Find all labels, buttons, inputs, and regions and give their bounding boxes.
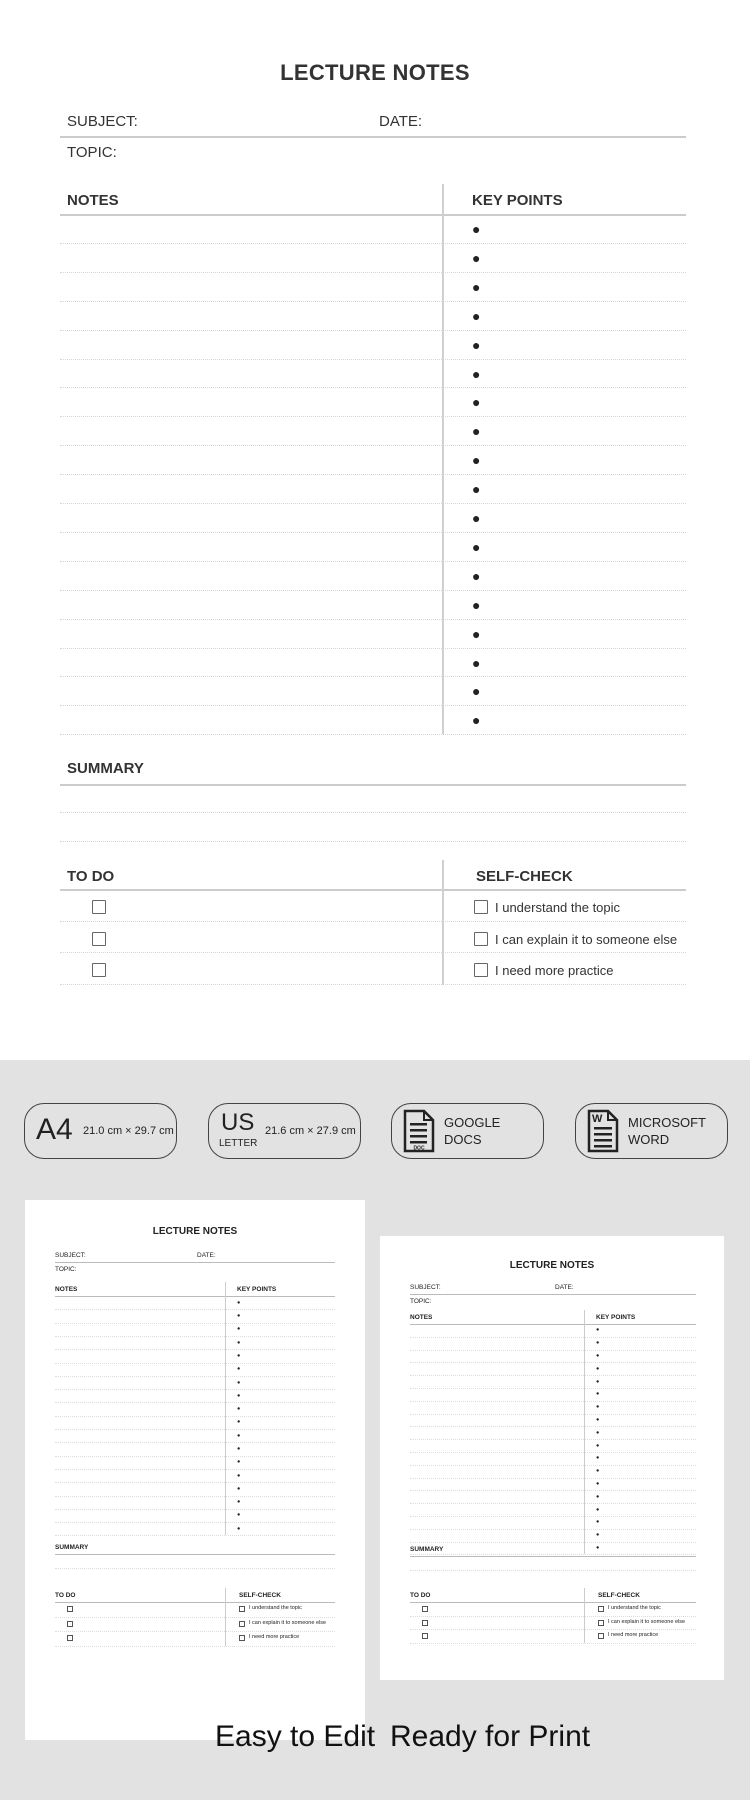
- mini-bullet: ●: [237, 1379, 241, 1386]
- mini-bullet: ●: [596, 1353, 600, 1359]
- mini-line: [410, 1542, 696, 1543]
- mini-divider: [55, 1602, 335, 1603]
- mini-bullet: ●: [596, 1404, 600, 1411]
- mini-line: [55, 1376, 335, 1377]
- notes-line: [60, 619, 686, 620]
- mini-key-points-header: KEY POINTS: [237, 1286, 277, 1293]
- format-google-docs-label: GOOGLE DOCS: [444, 1115, 501, 1147]
- mini-bullet: ●: [237, 1525, 241, 1532]
- format-badge-us-letter: [208, 1103, 361, 1159]
- mini-line: [55, 1509, 335, 1510]
- todo-divider: [60, 889, 686, 891]
- mini-line: [410, 1375, 696, 1376]
- mini-selfcheck-item: I can explain it to someone else: [249, 1619, 327, 1626]
- mini-todo-checkbox: [67, 1621, 73, 1627]
- mini-date: DATE:: [555, 1284, 574, 1291]
- mini-line: [55, 1568, 335, 1569]
- mini-line: [55, 1496, 335, 1497]
- mini-line: [55, 1389, 335, 1390]
- mini-line: [410, 1503, 696, 1504]
- mini-bullet: ●: [237, 1432, 241, 1439]
- summary-line: [60, 841, 686, 842]
- key-point-bullet: ●: [472, 423, 481, 440]
- mini-line: [55, 1535, 335, 1536]
- mini-line: [55, 1429, 335, 1430]
- mini-line: [410, 1629, 696, 1630]
- mini-todo-checkbox: [67, 1606, 73, 1612]
- mini-notes-header: NOTES: [410, 1314, 433, 1321]
- summary-line: [60, 812, 686, 813]
- mini-line: [410, 1616, 696, 1617]
- key-point-bullet: ●: [472, 365, 481, 382]
- mini-date: DATE:: [197, 1252, 216, 1259]
- todo-checkbox[interactable]: [92, 963, 106, 977]
- mini-selfcheck-checkbox: [598, 1633, 604, 1639]
- mini-line: [55, 1617, 335, 1618]
- date-label: DATE:: [379, 113, 423, 130]
- docs-icon-text: DOC: [413, 1145, 425, 1152]
- microsoft-word-icon: [587, 1109, 619, 1153]
- mini-bullet: ●: [237, 1499, 241, 1506]
- mini-line: [410, 1388, 696, 1389]
- mini-divider: [410, 1324, 696, 1325]
- mini-divider: [55, 1296, 335, 1297]
- notes-line: [60, 330, 686, 331]
- mini-bullet: ●: [596, 1493, 600, 1500]
- mini-bullet: ●: [596, 1532, 600, 1539]
- notes-line: [60, 445, 686, 446]
- format-a4-label: A4: [36, 1113, 73, 1146]
- key-point-bullet: ●: [472, 683, 481, 700]
- mini-todo-checkbox: [422, 1606, 428, 1612]
- key-point-bullet: ●: [472, 510, 481, 526]
- notes-header-divider: [60, 214, 686, 216]
- mini-bullet: ●: [237, 1352, 241, 1359]
- todo-line: [60, 984, 686, 985]
- mini-bullet: ●: [237, 1446, 241, 1452]
- mini-todo-header: TO DO: [55, 1592, 76, 1599]
- notes-line: [60, 387, 686, 388]
- mini-selfcheck-item: I understand the topic: [608, 1605, 661, 1611]
- format-badge-google-docs: [391, 1103, 544, 1159]
- notes-line: [60, 503, 686, 504]
- todo-checkbox[interactable]: [92, 932, 106, 946]
- mini-topic: TOPIC:: [55, 1266, 77, 1273]
- notes-line: [60, 416, 686, 417]
- mini-notes-header: NOTES: [55, 1286, 78, 1293]
- key-point-bullet: ●: [472, 538, 481, 555]
- google-docs-icon: [403, 1109, 435, 1153]
- mini-title: LECTURE NOTES: [509, 1260, 595, 1271]
- format-badge-a4: [24, 1103, 177, 1159]
- mini-line: [410, 1401, 696, 1402]
- preview-us-letter: [380, 1236, 724, 1680]
- format-letter-label: LETTER: [219, 1138, 258, 1149]
- header-divider: [60, 136, 686, 138]
- mini-line: [410, 1337, 696, 1338]
- mini-line: [410, 1570, 696, 1571]
- mini-line: [410, 1516, 696, 1517]
- mini-line: [55, 1323, 335, 1324]
- mini-line: [410, 1478, 696, 1479]
- todo-line: [60, 952, 686, 953]
- format-a4-size: 21.0 cm × 29.7 cm: [83, 1125, 174, 1137]
- mini-selfcheck-header: SELF-CHECK: [598, 1592, 640, 1599]
- mini-subject: SUBJECT:: [55, 1252, 86, 1259]
- mini-bullet: ●: [596, 1442, 600, 1449]
- mini-line: [55, 1363, 335, 1364]
- notes-line: [60, 243, 686, 244]
- mini-selfcheck-item: I understand the topic: [249, 1605, 302, 1611]
- mini-line: [55, 1402, 335, 1403]
- todo-checkbox[interactable]: [92, 900, 106, 914]
- notes-line: [60, 532, 686, 533]
- mini-selfcheck-item: I need more practice: [249, 1634, 300, 1640]
- mini-key-points-header: KEY POINTS: [596, 1314, 636, 1321]
- notes-column-divider: [442, 184, 444, 734]
- mini-line: [410, 1350, 696, 1351]
- tagline-easy-to-edit: Easy to Edit: [215, 1720, 376, 1753]
- mini-summary-header: SUMMARY: [410, 1546, 444, 1553]
- mini-divider: [410, 1602, 696, 1603]
- mini-todo-checkbox: [422, 1620, 428, 1626]
- mini-line: [410, 1529, 696, 1530]
- mini-bullet: ●: [596, 1429, 600, 1436]
- notes-line: [60, 734, 686, 735]
- mini-bullet: ●: [237, 1472, 241, 1479]
- mini-line: [410, 1490, 696, 1491]
- format-badge-microsoft-word: [575, 1103, 728, 1159]
- key-point-bullet: ●: [472, 654, 481, 671]
- format-word-label: MICROSOFT WORD: [628, 1115, 706, 1147]
- mini-divider: [410, 1294, 696, 1295]
- mini-selfcheck-item: I need more practice: [608, 1632, 659, 1638]
- mini-topic: TOPIC:: [410, 1298, 432, 1305]
- mini-bullet: ●: [237, 1485, 241, 1492]
- mini-subject: SUBJECT:: [410, 1284, 441, 1291]
- format-us-size: 21.6 cm × 27.9 cm: [265, 1125, 356, 1137]
- mini-line: [55, 1416, 335, 1417]
- promo-section: [0, 1060, 750, 1800]
- summary-divider: [60, 784, 686, 786]
- mini-bullet: ●: [237, 1392, 241, 1399]
- selfcheck-checkbox[interactable]: [474, 900, 488, 914]
- mini-line: [410, 1362, 696, 1363]
- mini-bullet: ●: [596, 1417, 600, 1423]
- key-point-bullet: ●: [472, 481, 481, 498]
- mini-bullet: ●: [237, 1419, 241, 1426]
- topic-label: TOPIC:: [67, 144, 117, 161]
- mini-divider: [55, 1262, 335, 1263]
- mini-bullet: ●: [237, 1366, 241, 1373]
- selfcheck-item: I need more practice: [495, 963, 614, 978]
- mini-column-divider: [584, 1310, 585, 1554]
- mini-selfcheck-checkbox: [239, 1621, 245, 1627]
- selfcheck-header: SELF-CHECK: [476, 868, 573, 885]
- summary-header: SUMMARY: [67, 760, 144, 777]
- page-title: LECTURE NOTES: [280, 60, 470, 85]
- key-point-bullet: ●: [472, 567, 481, 584]
- mini-bullet: ●: [596, 1519, 600, 1526]
- mini-bullet: ●: [596, 1506, 600, 1513]
- mini-line: [55, 1349, 335, 1350]
- mini-bullet: ●: [596, 1365, 600, 1372]
- mini-line: [55, 1482, 335, 1483]
- notes-line: [60, 359, 686, 360]
- notes-line: [60, 301, 686, 302]
- selfcheck-checkbox[interactable]: [474, 932, 488, 946]
- mini-line: [55, 1456, 335, 1457]
- notes-line: [60, 590, 686, 591]
- mini-line: [410, 1452, 696, 1453]
- tagline-ready-for-print: Ready for Print: [390, 1720, 591, 1753]
- mini-line: [55, 1442, 335, 1443]
- mini-line: [410, 1414, 696, 1415]
- mini-bullet: ●: [596, 1468, 600, 1475]
- mini-todo-checkbox: [67, 1635, 73, 1641]
- mini-line: [410, 1465, 696, 1466]
- mini-line: [55, 1646, 335, 1647]
- mini-line: [55, 1309, 335, 1310]
- mini-selfcheck-checkbox: [239, 1635, 245, 1641]
- mini-bullet: ●: [596, 1391, 600, 1398]
- notes-line: [60, 648, 686, 649]
- mini-title: LECTURE NOTES: [152, 1226, 238, 1237]
- mini-line: [55, 1631, 335, 1632]
- key-point-bullet: ●: [472, 625, 481, 642]
- format-us-label: US: [221, 1109, 255, 1136]
- mini-bullet: ●: [596, 1481, 600, 1487]
- preview-a4: [25, 1200, 365, 1740]
- mini-bullet: ●: [596, 1340, 600, 1347]
- mini-bullet: ●: [237, 1313, 241, 1319]
- mini-line: [410, 1643, 696, 1644]
- mini-selfcheck-header: SELF-CHECK: [239, 1592, 281, 1599]
- key-point-bullet: ●: [472, 596, 481, 613]
- word-icon-text: W: [592, 1113, 603, 1125]
- mini-todo-header: TO DO: [410, 1592, 431, 1599]
- notes-header: NOTES: [67, 192, 119, 209]
- mini-bullet: ●: [596, 1545, 600, 1551]
- key-point-bullet: ●: [472, 307, 481, 324]
- mini-bullet: ●: [237, 1339, 241, 1346]
- mini-bullet: ●: [237, 1459, 241, 1466]
- mini-selfcheck-checkbox: [239, 1606, 245, 1612]
- todo-column-divider: [442, 860, 444, 985]
- key-point-bullet: ●: [472, 278, 481, 295]
- mini-divider: [55, 1554, 335, 1555]
- key-point-bullet: ●: [472, 394, 481, 411]
- notes-line: [60, 561, 686, 562]
- selfcheck-checkbox[interactable]: [474, 963, 488, 977]
- mini-todo-checkbox: [422, 1633, 428, 1639]
- mini-bullet: ●: [596, 1455, 600, 1462]
- mini-bullet: ●: [237, 1512, 241, 1519]
- key-points-header: KEY POINTS: [472, 192, 563, 209]
- mini-line: [410, 1439, 696, 1440]
- mini-bullet: ●: [237, 1326, 241, 1333]
- key-point-bullet: ●: [472, 249, 481, 266]
- notes-line: [60, 474, 686, 475]
- selfcheck-item: I understand the topic: [495, 900, 621, 915]
- mini-selfcheck-item: I can explain it to someone else: [608, 1618, 686, 1625]
- mini-line: [55, 1336, 335, 1337]
- mini-line: [410, 1426, 696, 1427]
- mini-selfcheck-checkbox: [598, 1620, 604, 1626]
- mini-line: [55, 1522, 335, 1523]
- selfcheck-item: I can explain it to someone else: [495, 932, 678, 947]
- mini-bullet: ●: [596, 1327, 600, 1334]
- mini-bullet: ●: [237, 1406, 241, 1413]
- notes-line: [60, 272, 686, 273]
- key-point-bullet: ●: [472, 336, 481, 353]
- mini-divider: [410, 1556, 696, 1557]
- mini-summary-header: SUMMARY: [55, 1544, 89, 1551]
- notes-line: [60, 676, 686, 677]
- todo-header: TO DO: [67, 868, 115, 885]
- key-point-bullet: ●: [472, 712, 481, 729]
- mini-bullet: ●: [596, 1378, 600, 1385]
- mini-column-divider: [225, 1282, 226, 1535]
- key-point-bullet: ●: [472, 221, 481, 237]
- mini-line: [55, 1469, 335, 1470]
- mini-bullet: ●: [237, 1299, 241, 1306]
- subject-label: SUBJECT:: [67, 113, 138, 130]
- todo-line: [60, 921, 686, 922]
- mini-selfcheck-checkbox: [598, 1606, 604, 1612]
- key-point-bullet: ●: [472, 452, 481, 469]
- notes-line: [60, 705, 686, 706]
